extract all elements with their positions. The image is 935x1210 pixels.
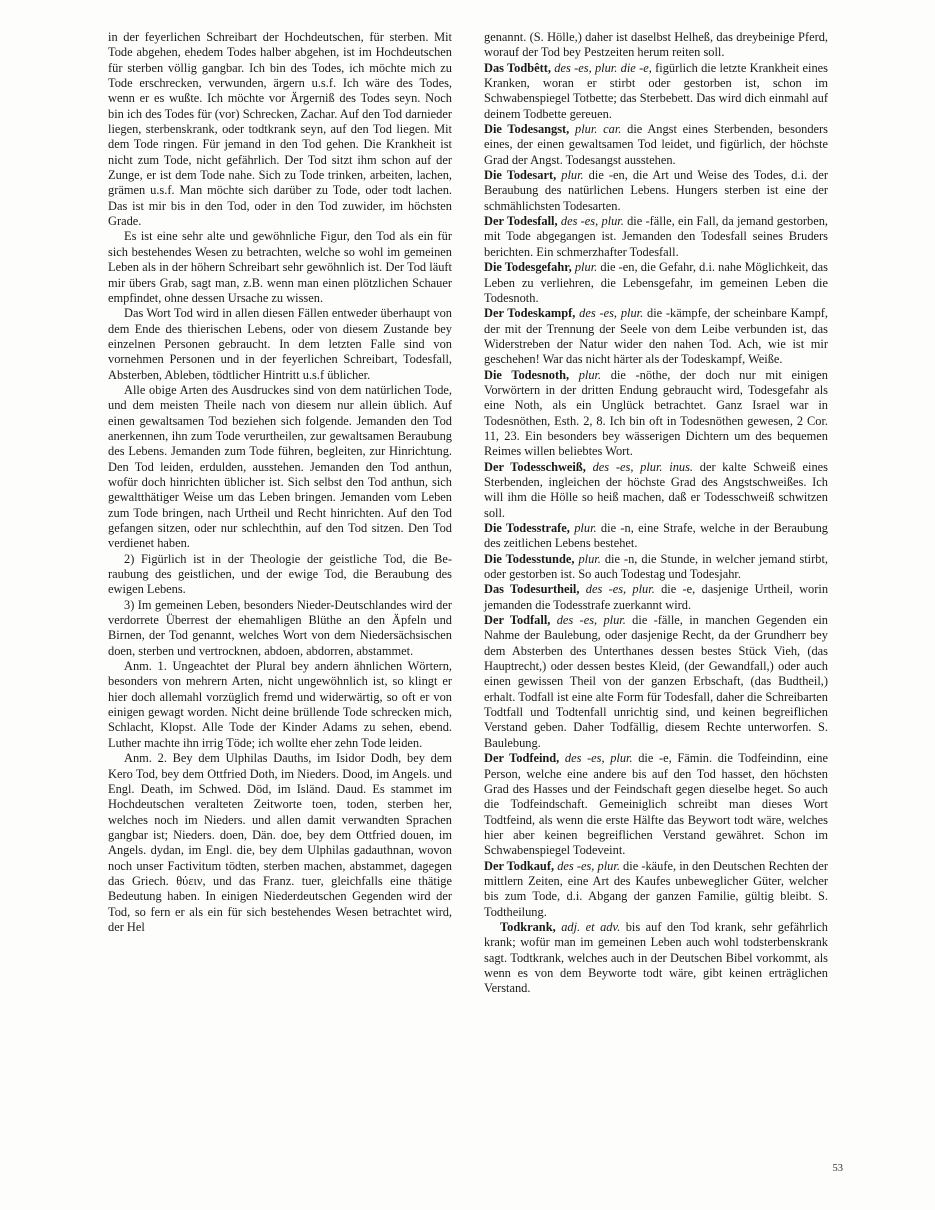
entry-headword: Der Todesfall, <box>484 214 558 229</box>
body-paragraph: 2) Figürlich ist in der Theologie der geistliche Tod, die Beraubung des geistlichen, und der ewige Tod, die Beraubung des ewigen Lebens. <box>108 551 452 597</box>
entry-definition: die -n, die Stunde, in welcher jemand stirbt, oder gestorben ist. So auch Todestag und Todesjahr. <box>484 551 828 582</box>
entry-headword: Der Todeskampf, <box>484 306 576 321</box>
entry-grammar: des -es, plur. <box>557 214 624 229</box>
entry-definition: der kalte Schweiß eines Sterbenden, ingleichen der höchste Grad des Angstschweißes. Ich will ihm die Hölle so heiß machen, daß er Todesschweiß schwitzen soll. <box>484 459 828 520</box>
entry-definition: die -fälle, in manchen Gegenden ein Nahme der Baulebung, oder dasjenige Recht, da der Grundherr bey dem Absterben des Unterthanes dessen bestes Stück Vieh, (das Hauptrecht,) oder dessen bestes Kleid, (der Gewandfall,) oder auch einen gewissen Theil von der ganzen Erbschaft, (das Budtheil,) erhalt. Todfall ist eine alte Form für Todesfall, daher die Schreibarten Todtfall und Todtenfall unrichtig sind, und keinen begreiflichen Verstand geben. Daher Todfällig, diesem Rechte unterworfen. S. Baulebung. <box>484 613 828 750</box>
entry-definition: figürlich die letzte Krankheit eines Kranken, woran er stirbt oder gestorben ist, schon im Schwabenspiegel Totbette; das Sterbebett. Das wird dich einmahl auf deinem Todbette gereuen. <box>484 60 828 121</box>
entry-definition: die -e, dasjenige Urtheil, worin jemanden die Todesstrafe zuerkannt wird. <box>484 582 829 612</box>
entry-headword: Der Todkauf, <box>484 858 555 873</box>
page-number: 53 <box>832 1163 843 1174</box>
dictionary-entry <box>484 920 828 997</box>
entry-definition: die -kämpfe, der scheinbare Kampf, der mit der Trennung der Seele von dem Leibe verbunden ist, das Widerstreben der Natur wider den nahen Tod. Ach, wie ist mir geschehen! War das nicht härter als der Todeskampf, Weiße. <box>484 306 829 367</box>
entry-headword: Die Todesart, <box>484 168 557 183</box>
entry-grammar: des -es, plur. inus. <box>585 459 694 474</box>
entry-grammar: des -es, plur. die -e, <box>551 60 652 75</box>
entry-grammar: adj. et adv. <box>555 919 621 934</box>
entry-grammar: des -es, plur. <box>579 582 655 597</box>
dictionary-entry <box>484 306 828 367</box>
body-paragraph: Anm. 1. Ungeachtet der Plural bey andern ähnlichen Wörtern, besonders von mehrern Arten, nicht ungewöhnlich ist, so klingt er hier doch allemahl vorzüglich fremd und widerwärtig, so oft er von einigen gewagt worden. Nicht deine brüllende Tode schrecken mich, Schlacht, Klopst. Alle Tode der Kinder Adams zu sehen, ebend. Luther machte ihn irrig Töde; ich wollte eher zehn Tode leiden. <box>108 659 452 750</box>
entry-grammar: plur. <box>569 521 597 535</box>
entry-grammar: des -es, plur. <box>550 613 626 628</box>
entry-headword: Todkrank, <box>500 919 556 934</box>
dictionary-entry <box>484 122 828 168</box>
entry-definition: die -en, die Gefahr, d.i. nahe Möglichkeit, das Leben zu verliehren, die Lebensgefahr, im gemeinen Leben die Todesnoth. <box>484 260 828 305</box>
entry-definition: die -käufe, in den Deutschen Rechten der mittlern Zeiten, eine Art des Kaufes unbeweglicher Güter, welcher bis zum Tode, d.i. Abgang der ganzen Familie, gültig bleibt. S. Todtheilung. <box>484 858 829 919</box>
entry-grammar: des -es, plur. <box>554 858 620 873</box>
entry-headword: Das Todbêtt, <box>484 60 551 75</box>
body-paragraph: 3) Im gemeinen Leben, besonders Nieder-Deutschlandes wird der verdorrete Überrest der ehemahligen Blüthe an den Äpfeln und Birnen, der Tod genannt, welches Wort von dem Niedersächsischen doen, sterben und vertrocknen, abdoen, abdorren, abstammet. <box>108 597 452 658</box>
right-text-column <box>484 30 828 1170</box>
dictionary-entry <box>484 214 828 260</box>
left-text-column <box>108 30 452 1170</box>
dictionary-entry <box>484 368 828 460</box>
entry-headword: Die Todesstrafe, <box>484 521 570 535</box>
entry-grammar: plur. <box>571 260 598 275</box>
entry-headword: Der Todesschweiß, <box>484 459 586 474</box>
entry-definition: die -en, die Art und Weise des Todes, d.i. der Beraubung des natürlichen Lebens. Hungers sterben ist eine der schmählichsten Todesarten. <box>484 168 828 213</box>
two-column-body <box>108 30 828 1170</box>
body-paragraph: in der feyerlichen Schreibart der Hochdeutschen, für sterben. Mit Tode abgehen, ehedem Todes halber abgehen, ist im Hochdeutschen für sterben völlig gangbar. Ich bin des Todes, ich möchte mich zu Tode erschrecken, verwunden, ärgern u.s.f. Ich wäre des Todes, wenn er es wußte. Ich möchte vor Ärgerniß des Todes seyn. Noch bin ich des Todes für (vor) Schrecken, Zachar. Auf den Tod darnieder liegen, sterbenskrank, oder todtkrank seyn, auf den Tod liegen. Mit dem Tode ringen. Für jemand in den Tod gehen. Die Krankheit ist nicht zum Tode, nicht gefährlich. Der Tod sitzt ihm schon auf der Zunge, er ist dem Tode nahe. Sich zu Tode trinken, arbeiten, lachen, grämen u.s.f. Man möchte sich darüber zu Tode, oder todt lachen. Das ist mir bis in den Tod, oder in den Tod zuwider, im höchsten Grade. <box>108 30 452 229</box>
entry-headword: Das Todesurtheil, <box>484 582 580 597</box>
entry-headword: Die Todesangst, <box>484 122 570 137</box>
dictionary-entry <box>484 859 828 920</box>
entry-headword: Der Todfeind, <box>484 751 560 766</box>
entry-definition: die -nöthe, der doch nur mit einigen Vorwörtern in der dritten Endung gebraucht wird, Todesgefahr als eine Noth, als ein Unglück betrachtet. Ganz Israel war in Todesnöthen, Esth. 2, 8. Ich bin oft in Todesnöthen gewesen, 2 Cor. 11, 23. Ein besonders bey wässerigen Dichtern um des bequemen Reimes willen beliebtes Wort. <box>484 367 828 459</box>
entry-grammar: plur. car. <box>569 122 622 137</box>
entry-definition: die -n, eine Strafe, welche in der Beraubung des zeitlichen Lebens bestehet. <box>484 521 828 551</box>
dictionary-entry <box>484 582 828 613</box>
dictionary-entry <box>484 168 828 214</box>
entry-grammar: plur. <box>569 367 602 382</box>
body-paragraph: Das Wort Tod wird in allen diesen Fällen entweder überhaupt von dem Ende des thierischen Lebens, oder von diesem Zustande bey einzelnen Personen gebraucht. In dem letzten Falle sind von vornehmen Personen und in der feyerlichen Schreibart, Todesfall, Absterben, Ableben, tödtlicher Hintritt u.s.f üblicher. <box>108 306 452 382</box>
dictionary-entry <box>484 521 828 552</box>
dictionary-entry <box>484 260 828 306</box>
entry-headword: Die Todesstunde, <box>484 551 575 566</box>
body-paragraph: Anm. 2. Bey dem Ulphilas Dauths, im Isidor Dodh, bey dem Kero Tod, bey dem Ottfried Doth, im Nieders. Dood, im Angels. und Engl. Death, im Schwed. Död, im Isländ. Daud. Es stammet im Hochdeutschen veralteten Zeitworte toen, toden, sterben her, welches noch im Nieders. und allen damit verwandten Sprachen gangbar ist; Nieders. doen, Dän. doe, bey dem Ottfried douen, im Angels. dydan, im Engl. die, bey dem Ulphilas gadauthnan, wovon noch unser Factivitum tödten, sterben machen, abstammet, dagegen das Griech. θύειν, und das Franz. tuer, gleichfalls eine thätige Bedeutung haben. In einigen Niederdeutschen Gegenden wird der Tod, so fern er als ein für sich bestehendes Wesen betrachtet wird, der Hel <box>108 751 452 934</box>
body-paragraph: Alle obige Arten des Ausdruckes sind von dem natürlichen Tode, und dem meisten Theile nach von diesem nur allein üblich. Auf einen gewaltsamen Tod beziehen sich folgende. Jemanden den Tod anerkennen, ihn zum Tode verurtheilen, zur gewaltsamen Beraubung des Lebens. Jemanden zum Tode führen, begleiten, zur Hinrichtung. Den Tod leiden, erdulden, ausstehen. Jemanden den Tod anthun, wofür doch hinrichten üblicher ist. Sich selbst den Tod anthun, sich gewaltthätiger Weise um das Leben bringen. Jemanden vom Leben zum Tode bringen, nach Urtheil und Recht hinrichten. Auf den Tod gefangen sitzen, oder nur schlechthin, auf den Tod sitzen. Den Tod verdienet haben. <box>108 382 452 551</box>
entry-headword: Die Todesnoth, <box>484 367 570 382</box>
entry-headword: Der Todfall, <box>484 613 551 628</box>
body-paragraph: Es ist eine sehr alte und gewöhnliche Figur, den Tod als ein für sich bestehendes Wesen zu betrachten, welche so wohl im gemeinen Leben als in der höhern Schreibart sehr gewöhnlich ist. Der Tod läuft mir übers Grab, sagt man, z.B. wenn man einen plötzlichen Schauer empfindet, ohne dessen Ursache zu wissen. <box>108 229 452 305</box>
dictionary-entry <box>484 61 828 122</box>
dictionary-entry <box>484 460 828 521</box>
entry-definition: die -fälle, ein Fall, da jemand gestorben, mit Tode abgegangen ist. Jemanden den Todesfall seines Bruders berichten. Ein schmerzhafter Todesfall. <box>484 214 829 259</box>
dictionary-entry <box>484 751 828 858</box>
entry-definition: die Angst eines Sterbenden, besonders eines, der einen gewaltsamen Tod leidet, und figürlich, der höchste Grad der Angst. Todesangst ausstehen. <box>484 122 828 167</box>
dictionary-entry <box>484 613 828 751</box>
entry-definition: die -e, Fämin. die Todfeindinn, eine Person, welche eine andere bis auf den Tod hasset, den höchsten Grad des Hasses und der Feindschaft gegen dieselbe heget. So auch die Todfeindschaft. Gemeiniglich schreibt man dieses Wort Todtfeind, als wenn die erste Hälfte das Beywort todt wäre, welches hier aber keinen begreiflichen Verstand gewähret. Schon im Schwabenspiegel Todeveint. <box>484 751 829 858</box>
entry-headword: Die Todesgefahr, <box>484 260 572 275</box>
dictionary-entry <box>484 552 828 583</box>
entry-grammar: des -es, plur. <box>559 751 633 766</box>
entry-grammar: plur. <box>556 168 584 183</box>
entry-grammar: des -es, plur. <box>575 306 644 321</box>
body-paragraph: genannt. (S. Hölle,) daher ist daselbst Helheß, das dreybeinige Pferd, worauf der Tod bey Pestzeiten herum reiten soll. <box>484 30 828 60</box>
entry-grammar: plur. <box>574 551 601 566</box>
entry-definition: bis auf den Tod krank, sehr gefährlich krank; wofür man im gemeinen Leben auch wohl todsterbenskrank sagt. Todtkrank, welches auch in der Deutschen Bibel vorkommt, als wenn es von dem Beyworte todt wäre, gibt keinen erträglichen Verstand. <box>484 919 829 996</box>
